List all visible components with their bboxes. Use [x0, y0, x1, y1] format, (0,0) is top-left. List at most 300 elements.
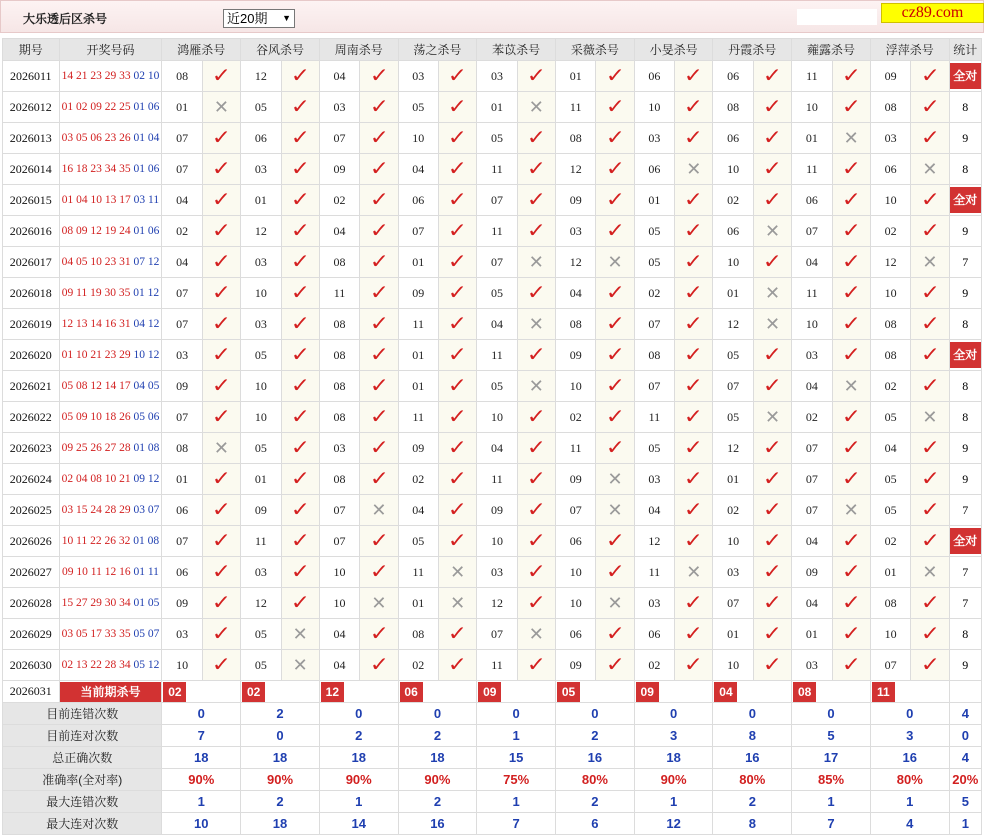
result-cell	[753, 92, 791, 123]
result-cell	[517, 402, 555, 433]
kill-number-cell: 04	[319, 61, 359, 92]
col-expert-8: 丹霞杀号	[713, 39, 792, 61]
kill-number-cell: 03	[241, 309, 281, 340]
kill-number-cell: 04	[792, 588, 832, 619]
kill-number-cell: 01	[556, 61, 596, 92]
kill-number-cell: 11	[634, 557, 674, 588]
check-icon: ✓	[920, 530, 940, 552]
kill-number-cell: 12	[241, 216, 281, 247]
result-cell	[596, 588, 634, 619]
check-icon: ✓	[920, 65, 940, 87]
result-cell	[675, 123, 713, 154]
check-icon: ✓	[605, 437, 625, 459]
kill-number-cell: 07	[319, 526, 359, 557]
issue-cell: 2026020	[3, 340, 60, 371]
issue-cell: 2026016	[3, 216, 60, 247]
kill-number-cell: 12	[477, 588, 517, 619]
result-cell	[675, 247, 713, 278]
tally-count: 9	[962, 223, 969, 238]
check-icon: ✓	[369, 313, 389, 335]
check-icon: ✓	[684, 251, 704, 273]
kill-number-cell: 03	[634, 464, 674, 495]
result-cell	[675, 588, 713, 619]
result-cell	[438, 340, 476, 371]
kill-number-cell: 01	[870, 557, 910, 588]
check-icon: ✓	[447, 468, 468, 490]
check-icon: ✓	[605, 127, 625, 149]
result-cell	[281, 588, 319, 619]
site-logo[interactable]	[881, 3, 984, 23]
check-icon: ✓	[526, 158, 546, 180]
kill-number-cell: 09	[398, 278, 438, 309]
check-icon: ✓	[605, 158, 625, 180]
kill-number-cell: 06	[713, 216, 753, 247]
stat-value: 1	[634, 791, 713, 813]
kill-number-cell: 06	[713, 123, 753, 154]
stat-value: 0	[162, 703, 241, 725]
result-cell	[596, 619, 634, 650]
result-cell	[675, 92, 713, 123]
result-cell	[753, 402, 791, 433]
kill-number-cell: 08	[870, 340, 910, 371]
check-icon: ✓	[526, 561, 546, 583]
check-icon: ✓	[211, 344, 232, 366]
kill-number-cell: 08	[870, 309, 910, 340]
kill-number-cell: 02	[556, 402, 596, 433]
kill-number-cell: 07	[477, 247, 517, 278]
check-icon: ✓	[841, 344, 861, 366]
check-icon: ✓	[684, 127, 704, 149]
tally-cell	[949, 92, 981, 123]
result-cell	[360, 185, 398, 216]
kill-number-cell: 10	[556, 588, 596, 619]
kill-number-cell: 03	[241, 154, 281, 185]
kill-number-cell: 11	[477, 154, 517, 185]
result-cell	[360, 464, 398, 495]
kill-number-cell: 08	[162, 61, 202, 92]
issue-cell: 2026030	[3, 650, 60, 681]
stat-row	[3, 703, 982, 725]
tally-cell	[949, 278, 981, 309]
result-cell	[360, 216, 398, 247]
stat-row	[3, 725, 982, 747]
kill-number-cell: 05	[477, 371, 517, 402]
back-numbers: 01 11	[133, 566, 159, 578]
tally-cell	[949, 495, 981, 526]
check-icon: ✓	[605, 282, 625, 304]
draw-numbers-cell	[59, 371, 162, 402]
kill-number-cell: 05	[241, 650, 281, 681]
check-icon: ✓	[684, 437, 704, 459]
kill-number-cell: 02	[162, 216, 202, 247]
result-cell	[596, 92, 634, 123]
check-icon: ✓	[841, 220, 861, 242]
kill-number-cell: 10	[319, 557, 359, 588]
issue-cell: 2026011	[3, 61, 60, 92]
result-cell	[911, 61, 949, 92]
check-icon: ✓	[369, 561, 389, 583]
check-icon: ✓	[605, 189, 625, 211]
logo-text: cz89.com	[901, 4, 964, 21]
cross-icon: ✕	[450, 593, 466, 613]
check-icon: ✓	[369, 437, 389, 459]
result-cell	[438, 557, 476, 588]
kill-number-cell: 05	[241, 619, 281, 650]
result-cell	[281, 526, 319, 557]
kill-number-cell: 02	[870, 216, 910, 247]
table-row	[3, 495, 982, 526]
stat-value: 90%	[398, 769, 477, 791]
check-icon: ✓	[684, 592, 704, 614]
kill-number-cell: 11	[477, 464, 517, 495]
kill-number-cell: 11	[556, 92, 596, 123]
result-cell	[438, 216, 476, 247]
check-icon: ✓	[369, 65, 389, 87]
current-kill-badge: 09	[478, 682, 501, 702]
result-cell	[753, 433, 791, 464]
current-issue-row	[3, 681, 982, 703]
kill-number-cell: 07	[556, 495, 596, 526]
stat-value: 1	[477, 791, 556, 813]
kill-number-cell: 03	[241, 557, 281, 588]
kill-number-cell: 03	[556, 216, 596, 247]
kill-number-cell: 11	[477, 650, 517, 681]
check-icon: ✓	[762, 530, 783, 552]
check-icon: ✓	[841, 592, 861, 614]
table-row	[3, 309, 982, 340]
cross-icon: ✕	[922, 407, 938, 427]
cross-icon: ✕	[528, 376, 544, 396]
stat-value: 4	[870, 813, 949, 835]
back-numbers: 04 12	[133, 318, 160, 330]
result-cell	[517, 61, 555, 92]
check-icon: ✓	[369, 220, 389, 242]
kill-number-cell: 12	[556, 154, 596, 185]
table-row	[3, 216, 982, 247]
kill-number-cell: 10	[241, 371, 281, 402]
check-icon: ✓	[684, 654, 704, 676]
check-icon: ✓	[447, 623, 468, 645]
check-icon: ✓	[290, 406, 310, 428]
kill-number-cell: 05	[634, 433, 674, 464]
result-cell	[281, 92, 319, 123]
stat-value: 6	[556, 813, 635, 835]
result-cell	[911, 557, 949, 588]
kill-number-cell: 01	[398, 340, 438, 371]
stat-tally: 5	[949, 791, 981, 813]
current-tally-cell	[949, 681, 981, 703]
draw-numbers-cell	[59, 278, 162, 309]
result-cell	[596, 185, 634, 216]
check-icon: ✓	[290, 96, 310, 118]
check-icon: ✓	[920, 220, 940, 242]
col-numbers: 开奖号码	[59, 39, 162, 61]
check-icon: ✓	[447, 282, 468, 304]
stat-value: 16	[870, 747, 949, 769]
result-cell	[517, 309, 555, 340]
stat-value: 1	[870, 791, 949, 813]
issue-cell: 2026021	[3, 371, 60, 402]
cross-icon: ✕	[607, 593, 623, 613]
kill-number-cell: 03	[319, 92, 359, 123]
cross-icon: ✕	[764, 283, 781, 303]
check-icon: ✓	[447, 437, 468, 459]
kill-number-cell: 02	[870, 526, 910, 557]
result-cell	[675, 216, 713, 247]
kill-number-cell: 06	[634, 61, 674, 92]
kill-number-cell: 10	[713, 526, 753, 557]
result-cell	[202, 464, 240, 495]
page-title: 大乐透后区杀号	[23, 12, 108, 26]
result-cell	[675, 619, 713, 650]
result-cell	[675, 340, 713, 371]
stat-value: 16	[713, 747, 792, 769]
kill-number-cell: 05	[870, 464, 910, 495]
check-icon: ✓	[211, 406, 232, 428]
check-icon: ✓	[841, 468, 861, 490]
check-icon: ✓	[369, 406, 389, 428]
check-icon: ✓	[526, 406, 546, 428]
check-icon: ✓	[762, 65, 783, 87]
kill-number-cell: 06	[634, 619, 674, 650]
tally-count: 7	[962, 254, 969, 269]
issue-cell: 2026019	[3, 309, 60, 340]
result-cell	[753, 464, 791, 495]
table-row	[3, 123, 982, 154]
tally-count: 7	[962, 595, 969, 610]
kill-number-cell: 10	[713, 154, 753, 185]
result-cell	[202, 278, 240, 309]
result-cell	[438, 464, 476, 495]
kill-number-cell: 10	[241, 278, 281, 309]
result-cell	[596, 61, 634, 92]
front-numbers: 01 02 09 22 25	[61, 101, 131, 113]
stat-value: 18	[241, 747, 320, 769]
back-numbers: 01 04	[133, 132, 160, 144]
result-cell	[202, 309, 240, 340]
result-cell	[911, 619, 949, 650]
stat-value: 0	[870, 703, 949, 725]
check-icon: ✓	[447, 530, 468, 552]
current-kill-badge: 06	[400, 682, 423, 702]
check-icon: ✓	[684, 96, 704, 118]
kill-number-cell: 05	[398, 526, 438, 557]
current-kill-cell	[713, 681, 792, 703]
draw-numbers-cell	[59, 92, 162, 123]
cross-icon: ✕	[213, 97, 229, 117]
front-numbers: 03 05 06 23 26	[61, 132, 131, 144]
stat-value: 7	[162, 725, 241, 747]
stat-value: 5	[792, 725, 871, 747]
current-issue: 2026031	[3, 681, 60, 703]
check-icon: ✓	[841, 65, 861, 87]
current-kill-cell	[634, 681, 713, 703]
check-icon: ✓	[841, 530, 861, 552]
draw-numbers-cell	[59, 185, 162, 216]
current-kill-badge: 02	[242, 682, 265, 702]
result-cell	[360, 61, 398, 92]
current-kill-cell	[241, 681, 320, 703]
result-cell	[517, 92, 555, 123]
kill-number-cell: 04	[792, 526, 832, 557]
result-cell	[360, 495, 398, 526]
check-icon: ✓	[526, 65, 546, 87]
kill-number-cell: 10	[713, 650, 753, 681]
result-cell	[832, 402, 870, 433]
kill-number-cell: 09	[556, 464, 596, 495]
current-kill-cell	[162, 681, 241, 703]
kill-number-cell: 05	[713, 340, 753, 371]
stat-value: 18	[634, 747, 713, 769]
kill-number-cell: 07	[162, 402, 202, 433]
check-icon: ✓	[920, 623, 940, 645]
kill-number-cell: 05	[477, 123, 517, 154]
stat-tally: 20%	[949, 769, 981, 791]
kill-number-cell: 08	[556, 309, 596, 340]
kill-number-cell: 05	[870, 495, 910, 526]
check-icon: ✓	[684, 344, 704, 366]
period-select-value: 近20期	[227, 11, 268, 26]
kill-number-cell: 04	[398, 495, 438, 526]
check-icon: ✓	[290, 313, 310, 335]
check-icon: ✓	[920, 96, 940, 118]
kill-number-cell: 07	[792, 216, 832, 247]
check-icon: ✓	[762, 654, 783, 676]
cross-icon: ✕	[607, 469, 623, 489]
period-select[interactable]	[223, 9, 295, 28]
kill-number-cell: 03	[870, 123, 910, 154]
check-icon: ✓	[290, 468, 310, 490]
front-numbers: 09 10 11 12 16	[62, 566, 131, 578]
check-icon: ✓	[841, 623, 861, 645]
result-cell	[911, 216, 949, 247]
kill-number-cell: 12	[634, 526, 674, 557]
kill-number-cell: 06	[870, 154, 910, 185]
kill-number-cell: 02	[870, 371, 910, 402]
check-icon: ✓	[290, 530, 310, 552]
result-cell	[202, 495, 240, 526]
check-icon: ✓	[841, 313, 861, 335]
result-cell	[438, 123, 476, 154]
kill-number-cell: 02	[398, 650, 438, 681]
check-icon: ✓	[447, 127, 468, 149]
cross-icon: ✕	[764, 221, 781, 241]
result-cell	[832, 464, 870, 495]
check-icon: ✓	[211, 65, 232, 87]
result-cell	[832, 247, 870, 278]
kill-number-cell: 04	[556, 278, 596, 309]
kill-number-cell: 10	[477, 402, 517, 433]
header-row	[3, 39, 982, 61]
result-cell	[517, 278, 555, 309]
kill-number-cell: 05	[713, 402, 753, 433]
result-cell	[202, 61, 240, 92]
check-icon: ✓	[447, 406, 468, 428]
col-expert-1: 鸿雁杀号	[162, 39, 241, 61]
check-icon: ✓	[684, 499, 704, 521]
current-kill-label: 当前期杀号	[60, 682, 162, 702]
kill-number-cell: 03	[634, 123, 674, 154]
stat-value: 18	[241, 813, 320, 835]
result-cell	[753, 61, 791, 92]
tally-cell	[949, 650, 981, 681]
check-icon: ✓	[369, 530, 389, 552]
cross-icon: ✕	[292, 624, 308, 644]
result-cell	[281, 309, 319, 340]
cross-icon: ✕	[922, 562, 938, 582]
kill-number-cell: 07	[162, 154, 202, 185]
kill-number-cell: 03	[634, 588, 674, 619]
result-cell	[281, 495, 319, 526]
stat-value: 0	[792, 703, 871, 725]
check-icon: ✓	[211, 530, 232, 552]
stat-row	[3, 769, 982, 791]
kill-number-cell: 06	[792, 185, 832, 216]
check-icon: ✓	[841, 406, 861, 428]
kill-number-cell: 09	[319, 154, 359, 185]
result-cell	[517, 154, 555, 185]
check-icon: ✓	[211, 127, 232, 149]
check-icon: ✓	[447, 65, 468, 87]
issue-cell: 2026027	[3, 557, 60, 588]
draw-numbers-cell	[59, 61, 162, 92]
result-cell	[517, 526, 555, 557]
front-numbers: 16 18 23 34 35	[61, 163, 131, 175]
current-kill-badge: 02	[163, 682, 186, 702]
col-issue: 期号	[3, 39, 60, 61]
result-cell	[360, 402, 398, 433]
result-cell	[596, 464, 634, 495]
result-cell	[675, 557, 713, 588]
kill-number-cell: 09	[870, 61, 910, 92]
draw-numbers-cell	[59, 123, 162, 154]
kill-number-cell: 06	[556, 526, 596, 557]
kill-number-cell: 01	[162, 92, 202, 123]
kill-number-cell: 06	[713, 61, 753, 92]
kill-number-cell: 05	[634, 247, 674, 278]
back-numbers: 01 06	[133, 225, 160, 237]
issue-cell: 2026017	[3, 247, 60, 278]
issue-cell: 2026014	[3, 154, 60, 185]
kill-number-cell: 07	[162, 123, 202, 154]
back-numbers: 01 06	[133, 101, 160, 113]
col-expert-6: 采薇杀号	[556, 39, 635, 61]
kill-number-cell: 12	[870, 247, 910, 278]
current-kill-badge: 05	[557, 682, 580, 702]
result-cell	[360, 433, 398, 464]
kill-number-cell: 09	[398, 433, 438, 464]
front-numbers: 02 13 22 28 34	[61, 659, 131, 671]
result-cell	[360, 92, 398, 123]
check-icon: ✓	[526, 344, 546, 366]
kill-number-cell: 11	[398, 402, 438, 433]
stat-value: 8	[713, 725, 792, 747]
blank-panel	[797, 9, 877, 25]
stat-value: 15	[477, 747, 556, 769]
kill-number-cell: 02	[713, 185, 753, 216]
result-cell	[360, 526, 398, 557]
stat-value: 80%	[870, 769, 949, 791]
result-cell	[911, 371, 949, 402]
result-cell	[517, 185, 555, 216]
front-numbers: 08 09 12 19 24	[61, 225, 131, 237]
result-cell	[675, 61, 713, 92]
check-icon: ✓	[841, 561, 861, 583]
check-icon: ✓	[526, 127, 546, 149]
result-cell	[753, 340, 791, 371]
result-cell	[832, 123, 870, 154]
check-icon: ✓	[447, 499, 468, 521]
